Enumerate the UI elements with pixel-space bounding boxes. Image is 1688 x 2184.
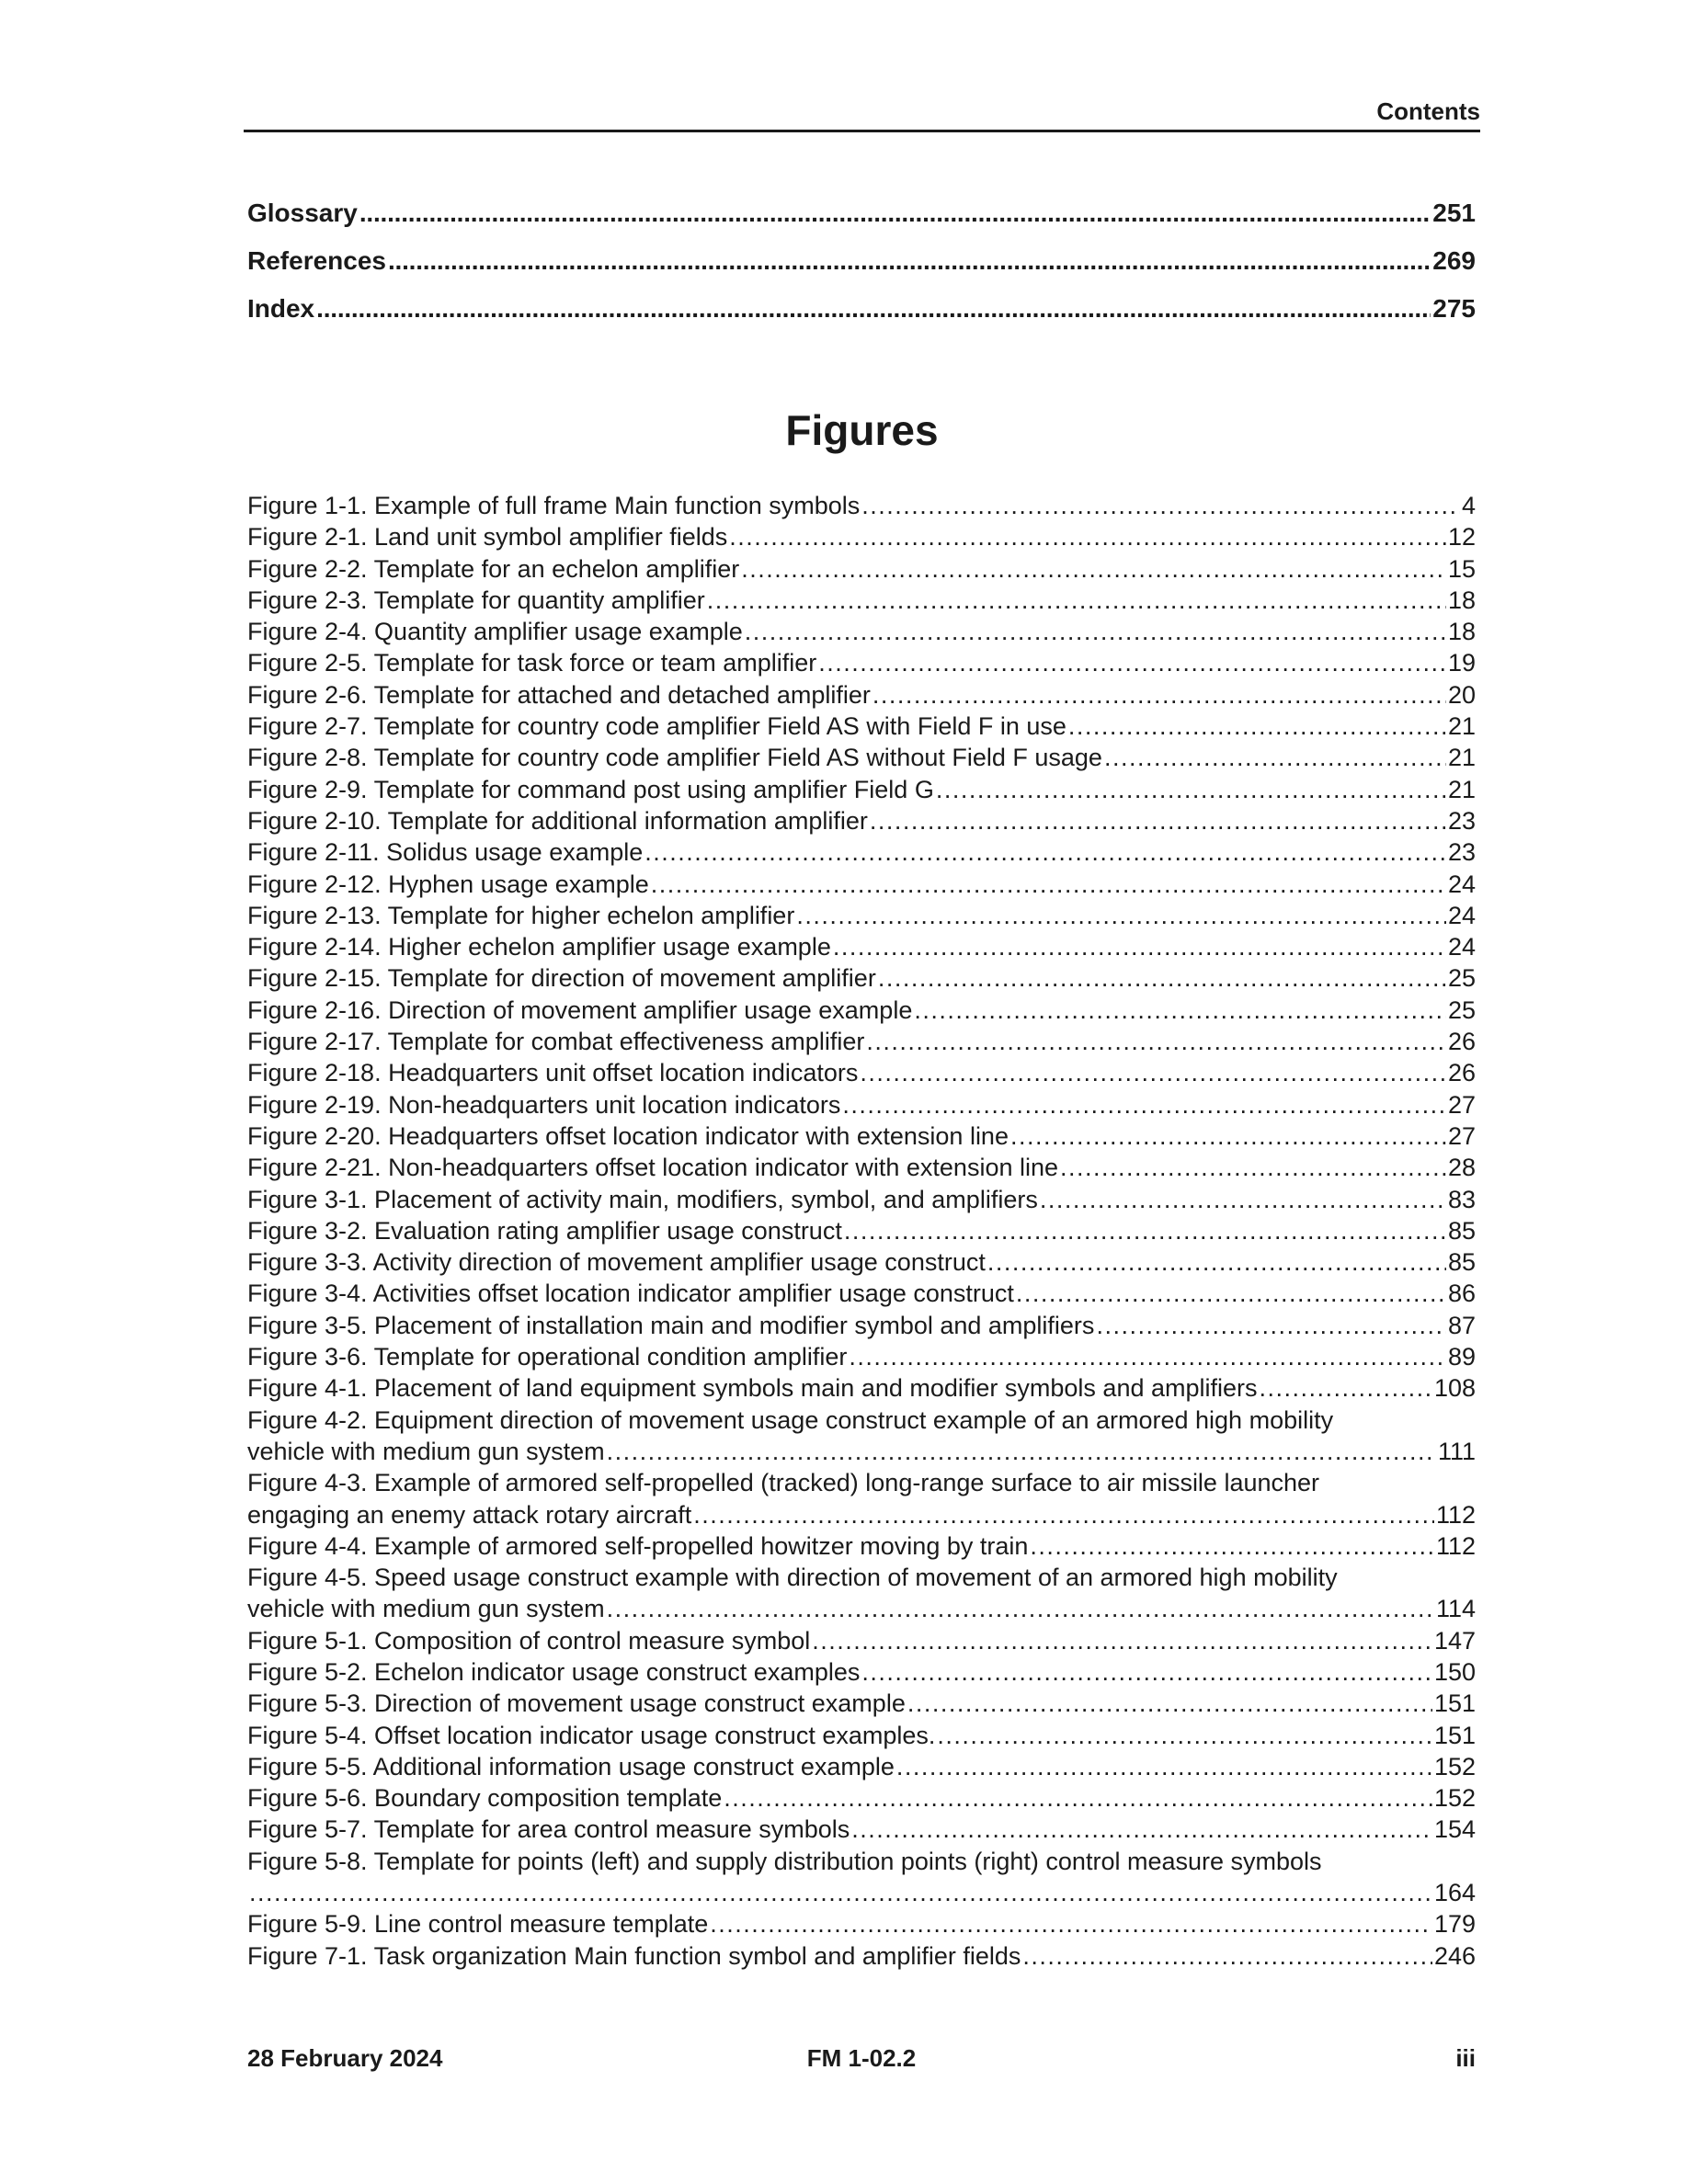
entry-page-number: 83	[1447, 1185, 1476, 1213]
entry-label: Figure 2-1. Land unit symbol amplifier fields	[247, 523, 728, 552]
figure-entry	[247, 962, 1476, 994]
entry-label: Figure 5-3. Direction of movement usage construct example	[247, 1689, 906, 1718]
dot-leader	[936, 774, 1446, 805]
entry-label: Figure 5-2. Echelon indicator usage construct examples	[247, 1657, 861, 1686]
entry-label: Figure 2-14. Higher echelon amplifier usage example	[247, 933, 831, 961]
entry-page-number: 111	[1437, 1437, 1476, 1465]
entry-page-number: 108	[1433, 1374, 1476, 1403]
figure-entry-link[interactable]	[247, 1026, 1476, 1057]
figure-entry-link[interactable]	[247, 931, 1476, 962]
figure-entry	[247, 490, 1476, 521]
figure-entry-link[interactable]	[247, 900, 1476, 931]
figure-entry-link[interactable]	[247, 1908, 1476, 1939]
figure-entry-link[interactable]	[247, 869, 1476, 900]
footer-date: 28 February 2024	[247, 2044, 443, 2072]
figure-entry	[247, 774, 1476, 805]
entry-page-number: 21	[1447, 744, 1476, 772]
figure-entry-link[interactable]	[247, 1625, 1476, 1656]
dot-leader	[849, 1341, 1446, 1372]
entry-label: Figure 2-19. Non-headquarters unit location indicators	[247, 1090, 841, 1119]
dot-leader	[1096, 1310, 1446, 1341]
figure-entry	[247, 900, 1476, 931]
dot-leader	[796, 900, 1446, 931]
entry-label: Figure 2-16. Direction of movement amplifier usage example	[247, 995, 913, 1024]
entry-page-number: 20	[1447, 680, 1476, 709]
dot-leader	[1030, 1530, 1434, 1562]
figure-entry	[247, 521, 1476, 552]
entry-page-number: 27	[1447, 1121, 1476, 1150]
dot-leader	[870, 805, 1446, 836]
entry-page-number: 150	[1433, 1657, 1476, 1686]
entry-label: Figure 2-10. Template for additional information amplifier	[247, 806, 868, 835]
entry-label: Figure 2-20. Headquarters offset location indicator with extension line	[247, 1121, 1009, 1150]
dot-leader	[861, 1656, 1432, 1688]
dot-leader	[873, 679, 1446, 711]
dot-leader	[896, 1751, 1432, 1782]
figure-entry	[247, 1530, 1476, 1562]
dot-leader	[1068, 711, 1446, 742]
figure-entry	[247, 1246, 1476, 1278]
entry-label: Figure 3-5. Placement of installation main and modifier symbol and amplifiers	[247, 1311, 1095, 1339]
entry-page-number: 89	[1447, 1343, 1476, 1371]
entry-label: Figure 1-1. Example of full frame Main function symbols	[247, 492, 861, 519]
figure-entry-link[interactable]	[247, 1089, 1476, 1120]
figure-entry-link[interactable]	[247, 1152, 1476, 1183]
figure-entry-link[interactable]	[247, 711, 1476, 742]
entry-page-number: 152	[1433, 1784, 1476, 1813]
entry-label: Figure 3-4. Activities offset location indicator amplifier usage construct	[247, 1280, 1014, 1308]
dot-leader	[866, 1026, 1446, 1057]
entry-label: Figure 3-1. Placement of activity main, modifiers, symbol, and amplifiers	[247, 1185, 1038, 1213]
figure-entry	[247, 1908, 1476, 1939]
header-rule	[244, 130, 1480, 132]
entry-page-number: 154	[1433, 1815, 1476, 1844]
entry-label: Figure 2-6. Template for attached and detached amplifier	[247, 680, 871, 709]
entry-label: Figure 2-12. Hyphen usage example	[247, 870, 649, 898]
dot-leader	[729, 521, 1446, 552]
figure-entry	[247, 836, 1476, 868]
entry-page-number: 112	[1435, 1531, 1476, 1560]
entry-label: Figure 5-5. Additional information usage construct example	[247, 1752, 895, 1780]
entry-label: Figure 5-4. Offset location indicator usage construct examples.	[247, 1721, 936, 1749]
figure-entry	[247, 1057, 1476, 1088]
entry-label: Figure 2-7. Template for country code amplifier Field AS with Field F in use	[247, 712, 1066, 741]
entry-label: Figure 4-1. Placement of land equipment symbols main and modifier symbols and amplifiers	[247, 1374, 1258, 1403]
figure-entry-link[interactable]	[247, 1436, 1476, 1467]
figure-entry-link[interactable]	[247, 1782, 1476, 1814]
figure-entry	[247, 711, 1476, 742]
figure-entry	[247, 616, 1476, 647]
entry-label: Figure 2-9. Template for command post using amplifier Field G	[247, 775, 934, 803]
figure-entry-link[interactable]	[247, 1278, 1476, 1309]
figure-entry-link[interactable]	[247, 1120, 1476, 1152]
figures-heading: Figures	[785, 406, 939, 454]
dot-leader	[987, 1246, 1446, 1278]
figure-entry	[247, 1940, 1476, 1972]
dot-leader	[388, 243, 1431, 279]
entry-page-number: 151	[1433, 1721, 1476, 1749]
running-header: Contents	[1376, 97, 1480, 125]
entry-label: Figure 5-6. Boundary composition template	[247, 1784, 723, 1813]
entry-page-number: 21	[1447, 775, 1476, 803]
entry-page-number: 25	[1447, 964, 1476, 993]
entry-label: Figure 4-4. Example of armored self-propelled howitzer moving by train	[247, 1531, 1029, 1560]
entry-page-number: 87	[1447, 1311, 1476, 1339]
figure-entry	[247, 1278, 1476, 1309]
dot-leader	[1260, 1372, 1432, 1404]
figure-entry	[247, 1026, 1476, 1057]
figure-entry	[247, 1814, 1476, 1845]
toc-entry[interactable]	[247, 195, 1476, 243]
entry-label: References	[247, 246, 386, 275]
dot-leader	[1104, 742, 1446, 773]
figure-entry-link[interactable]	[247, 1215, 1476, 1246]
figure-entry-link[interactable]	[247, 1310, 1476, 1341]
figure-entry-link[interactable]	[247, 616, 1476, 647]
figure-entry	[247, 1089, 1476, 1120]
figure-entry	[247, 1310, 1476, 1341]
dot-leader	[710, 1908, 1432, 1939]
entry-page-number: 26	[1447, 1028, 1476, 1056]
figure-entry	[247, 585, 1476, 616]
entry-page-number: 147	[1433, 1626, 1476, 1655]
entry-label: Figure 2-17. Template for combat effectiveness amplifier	[247, 1028, 865, 1056]
figure-entry	[247, 995, 1476, 1026]
entry-page-number: 23	[1447, 806, 1476, 835]
entry-label: Figure 2-18. Headquarters unit offset location indicators	[247, 1059, 859, 1087]
entry-label: vehicle with medium gun system	[247, 1595, 605, 1623]
entry-page-number: 15	[1447, 554, 1476, 583]
dot-leader	[693, 1499, 1434, 1530]
entry-page-number: 12	[1447, 523, 1476, 552]
entry-label: vehicle with medium gun system	[247, 1437, 605, 1465]
dot-leader	[316, 290, 1431, 327]
entry-label: Figure 2-4. Quantity amplifier usage example	[247, 618, 743, 646]
figure-entry-link[interactable]	[247, 995, 1476, 1026]
figure-entry	[247, 805, 1476, 836]
entry-label: Figure 7-1. Task organization Main function symbol and amplifier fields	[247, 1941, 1021, 1970]
figure-entry	[247, 742, 1476, 773]
dot-leader	[359, 195, 1431, 232]
entry-page-number: 251	[1432, 199, 1476, 227]
entry-page-number: 151	[1433, 1689, 1476, 1718]
entry-label: Figure 2-21. Non-headquarters offset location indicator with extension line	[247, 1154, 1059, 1182]
dot-leader	[1022, 1940, 1432, 1972]
entry-page-number: 164	[1433, 1879, 1476, 1907]
document-page	[244, 0, 1480, 2184]
dot-leader	[249, 1877, 1432, 1908]
dot-leader	[812, 1625, 1432, 1656]
entry-page-number: 23	[1447, 838, 1476, 867]
figure-entry-line: Figure 4-2. Equipment direction of movement usage construct example of an armored high mobility	[247, 1405, 1334, 1434]
entry-label: Figure 2-5. Template for task force or team amplifier	[247, 649, 817, 677]
dot-leader	[851, 1814, 1432, 1845]
footer-doc-id: FM 1-02.2	[806, 2044, 917, 2072]
figure-entry-link[interactable]	[247, 805, 1476, 836]
entry-label: Figure 2-11. Solidus usage example	[247, 838, 644, 867]
dot-leader	[1016, 1278, 1446, 1309]
footer-page-number: iii	[1455, 2044, 1476, 2072]
figure-entry-link[interactable]	[247, 774, 1476, 805]
entry-page-number: 179	[1433, 1910, 1476, 1939]
entry-page-number: 269	[1432, 246, 1476, 275]
dot-leader	[878, 962, 1446, 994]
entry-page-number: 24	[1447, 870, 1476, 898]
entry-page-number: 4	[1461, 492, 1476, 519]
dot-leader	[724, 1782, 1432, 1814]
entry-page-number: 85	[1447, 1248, 1476, 1277]
figure-entry	[247, 647, 1476, 678]
dot-leader	[937, 1720, 1432, 1751]
entry-label: Figure 3-3. Activity direction of movement amplifier usage construct	[247, 1248, 986, 1277]
entry-label: Figure 2-2. Template for an echelon amplifier	[247, 554, 740, 583]
entry-page-number: 24	[1447, 933, 1476, 961]
dot-leader	[651, 869, 1446, 900]
figure-entry	[247, 869, 1476, 900]
figure-entry-link[interactable]	[247, 679, 1476, 711]
figure-entry	[247, 1372, 1476, 1404]
dot-leader	[833, 931, 1446, 962]
entry-label: Figure 2-13. Template for higher echelon amplifier	[247, 901, 795, 929]
entry-page-number: 152	[1433, 1752, 1476, 1780]
entry-label: Figure 5-1. Composition of control measure symbol	[247, 1626, 811, 1655]
figure-entry-link[interactable]	[247, 553, 1476, 585]
figure-entry	[247, 1656, 1476, 1688]
toc-entry[interactable]	[247, 243, 1476, 290]
dot-leader	[741, 553, 1446, 585]
dot-leader	[607, 1436, 1436, 1467]
figure-entry-line: Figure 5-8. Template for points (left) and supply distribution points (right) control measure symbols	[247, 1847, 1322, 1875]
entry-page-number: 27	[1447, 1090, 1476, 1119]
figure-entry-link[interactable]	[247, 521, 1476, 552]
dot-leader	[707, 585, 1446, 616]
entry-label: Figure 2-15. Template for direction of movement amplifier	[247, 964, 876, 993]
figure-entry-link[interactable]	[247, 1593, 1476, 1624]
entry-page-number: 112	[1435, 1500, 1476, 1529]
entry-page-number: 26	[1447, 1059, 1476, 1087]
dot-leader	[607, 1593, 1434, 1624]
figure-entry-link[interactable]	[247, 1656, 1476, 1688]
entry-label: Figure 3-6. Template for operational condition amplifier	[247, 1343, 848, 1371]
dot-leader	[914, 995, 1446, 1026]
figure-entry	[247, 1751, 1476, 1782]
dot-leader	[1010, 1120, 1446, 1152]
entry-page-number: 114	[1435, 1595, 1476, 1623]
dot-leader	[844, 1215, 1446, 1246]
figure-entry	[247, 1562, 1476, 1625]
figure-entry	[247, 1688, 1476, 1719]
dot-leader	[842, 1089, 1446, 1120]
toc-entry[interactable]	[247, 290, 1476, 338]
dot-leader	[1040, 1184, 1446, 1215]
figure-entry-link[interactable]	[247, 1530, 1476, 1562]
figure-entry	[247, 1846, 1476, 1909]
entry-page-number: 86	[1447, 1280, 1476, 1308]
dot-leader	[1060, 1152, 1446, 1183]
figure-entry-link[interactable]	[247, 1499, 1476, 1530]
dot-leader	[861, 490, 1460, 521]
figure-entry-link[interactable]	[247, 742, 1476, 773]
figure-entry	[247, 1720, 1476, 1751]
entry-label: engaging an enemy attack rotary aircraft	[247, 1500, 692, 1529]
figure-entry-link[interactable]	[247, 1372, 1476, 1404]
figure-entry-link[interactable]	[247, 1057, 1476, 1088]
figure-entry-link[interactable]	[247, 1688, 1476, 1719]
entry-page-number: 246	[1433, 1941, 1476, 1970]
figure-entry-link[interactable]	[247, 585, 1476, 616]
figure-entry	[247, 1120, 1476, 1152]
figures-list	[247, 490, 1476, 1972]
figure-entry	[247, 1405, 1476, 1468]
entry-page-number: 85	[1447, 1216, 1476, 1245]
entry-label: Figure 5-9. Line control measure template	[247, 1910, 709, 1939]
entry-label: Figure 5-7. Template for area control measure symbols	[247, 1815, 850, 1844]
entry-page-number: 18	[1447, 586, 1476, 614]
dot-leader	[860, 1057, 1446, 1088]
figure-entry	[247, 1341, 1476, 1372]
entry-label: Figure 2-3. Template for quantity amplifier	[247, 586, 705, 614]
figure-entry	[247, 679, 1476, 711]
entry-label: Index	[247, 294, 315, 323]
dot-leader	[907, 1688, 1432, 1719]
figure-entry	[247, 1152, 1476, 1183]
figure-entry	[247, 931, 1476, 962]
figure-entry-link[interactable]	[247, 1940, 1476, 1972]
figure-entry-line: Figure 4-3. Example of armored self-propelled (tracked) long-range surface to air missile launcher	[247, 1469, 1320, 1497]
entry-label: Figure 2-8. Template for country code amplifier Field AS without Field F usage	[247, 744, 1102, 772]
figure-entry-link[interactable]	[247, 647, 1476, 678]
entry-label: Figure 3-2. Evaluation rating amplifier usage construct	[247, 1216, 842, 1245]
entry-page-number: 21	[1447, 712, 1476, 741]
figure-entry	[247, 553, 1476, 585]
figure-entry	[247, 1467, 1476, 1530]
figure-entry-link[interactable]	[247, 962, 1476, 994]
entry-page-number: 24	[1447, 901, 1476, 929]
entry-page-number: 275	[1432, 294, 1476, 323]
entry-label: Glossary	[247, 199, 358, 227]
figure-entry-line: Figure 4-5. Speed usage construct example with direction of movement of an armored high mobility	[247, 1564, 1338, 1592]
figure-entry	[247, 1215, 1476, 1246]
figure-entry-link[interactable]	[247, 1184, 1476, 1215]
figure-entry	[247, 1782, 1476, 1814]
entry-page-number: 18	[1447, 618, 1476, 646]
figure-entry-link[interactable]	[247, 1814, 1476, 1845]
toc-list	[247, 195, 1476, 338]
figure-entry	[247, 1625, 1476, 1656]
dot-leader	[818, 647, 1446, 678]
figure-entry-link[interactable]	[247, 1341, 1476, 1372]
figure-entry-link[interactable]	[247, 1877, 1476, 1908]
figure-entry	[247, 1184, 1476, 1215]
figure-entry-link[interactable]	[247, 1751, 1476, 1782]
dot-leader	[644, 836, 1446, 868]
figure-entry-link[interactable]	[247, 836, 1476, 868]
entry-page-number: 25	[1447, 995, 1476, 1024]
figure-entry-link[interactable]	[247, 1246, 1476, 1278]
entry-page-number: 19	[1447, 649, 1476, 677]
entry-page-number: 28	[1447, 1154, 1476, 1182]
figure-entry-link[interactable]	[247, 1720, 1476, 1751]
dot-leader	[745, 616, 1446, 647]
figure-entry-link[interactable]	[247, 490, 1476, 521]
